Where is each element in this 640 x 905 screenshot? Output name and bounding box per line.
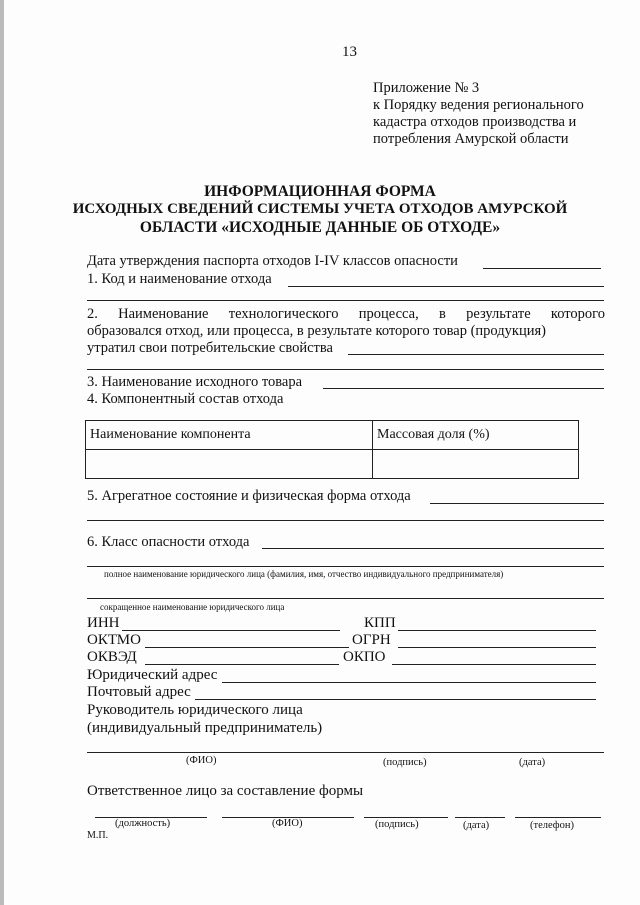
oktmo-field[interactable] <box>145 647 349 648</box>
composition-table <box>85 420 579 479</box>
responsible-signature-caption: (подпись) <box>375 819 419 830</box>
process-line-3: утратил свои потребительские свойства <box>87 340 333 356</box>
appendix-line-3: кадастра отходов производства и <box>373 114 577 130</box>
process-field-2[interactable] <box>87 369 604 370</box>
passport-date-label: Дата утверждения паспорта отходов I-IV классов опасности <box>87 253 458 269</box>
aggregate-state-label: 5. Агрегатное состояние и физическая форма отхода <box>87 488 411 504</box>
title-line-1: ИНФОРМАЦИОННАЯ ФОРМА <box>204 183 436 200</box>
responsible-phone-caption: (телефон) <box>530 820 574 831</box>
ogrn-label: ОГРН <box>352 632 391 648</box>
head-signature-caption: (подпись) <box>383 757 427 768</box>
composition-label: 4. Компонентный состав отхода <box>87 391 284 407</box>
responsible-date-caption: (дата) <box>463 820 490 831</box>
process-line-2: образовался отход, или процесса, в результате которого товар (продукция) <box>87 323 546 339</box>
appendix-line-4: потребления Амурской области <box>373 131 569 147</box>
source-product-label: 3. Наименование исходного товара <box>87 374 303 390</box>
responsible-signature-field[interactable] <box>364 817 448 818</box>
source-product-field[interactable] <box>323 388 604 389</box>
table-header-mass-share: Массовая доля (%) <box>373 421 579 450</box>
waste-code-field[interactable] <box>288 286 604 287</box>
table-header-row <box>86 421 579 450</box>
table-header-component: Наименование компонента <box>86 421 373 450</box>
head-signature-line[interactable] <box>87 752 604 753</box>
table-cell-component[interactable] <box>86 450 373 479</box>
responsible-fio-caption: (ФИО) <box>272 818 303 829</box>
passport-date-field[interactable] <box>483 268 601 269</box>
full-name-field[interactable] <box>87 566 604 567</box>
appendix-line-1: Приложение № 3 <box>373 80 480 96</box>
hazard-class-field[interactable] <box>262 548 604 549</box>
short-name-field[interactable] <box>87 598 604 599</box>
ogrn-field[interactable] <box>398 647 596 648</box>
table-row <box>86 450 579 479</box>
scan-edge <box>0 0 4 905</box>
full-name-caption: полное наименование юридического лица (фамилия, имя, отчество индивидуального предпринимателя) <box>104 569 504 579</box>
legal-address-label: Юридический адрес <box>87 667 218 683</box>
inn-label: ИНН <box>87 615 120 631</box>
waste-code-label: 1. Код и наименование отхода <box>87 271 272 287</box>
responsible-date-field[interactable] <box>455 817 505 818</box>
oktmo-label: ОКТМО <box>87 632 141 648</box>
stamp-label: М.П. <box>87 830 109 841</box>
kpp-field[interactable] <box>398 630 596 631</box>
postal-address-label: Почтовый адрес <box>87 684 191 700</box>
hazard-class-label: 6. Класс опасности отхода <box>87 534 250 550</box>
head-label-line-1: Руководитель юридического лица <box>87 702 303 718</box>
responsible-phone-field[interactable] <box>515 817 601 818</box>
kpp-label: КПП <box>364 615 396 631</box>
title-line-3: ОБЛАСТИ «ИСХОДНЫЕ ДАННЫЕ ОБ ОТХОДЕ» <box>139 219 501 236</box>
aggregate-state-field-2[interactable] <box>87 520 604 521</box>
appendix-line-2: к Порядку ведения регионального <box>373 97 584 113</box>
short-name-caption: сокращенное наименование юридического лица <box>100 602 285 612</box>
legal-address-field[interactable] <box>222 682 596 683</box>
head-label-line-2: (индивидуальный предприниматель) <box>87 720 323 736</box>
waste-code-field-2[interactable] <box>87 300 604 301</box>
inn-field[interactable] <box>122 630 340 631</box>
okpo-label: ОКПО <box>343 649 386 665</box>
title-line-2: ИСХОДНЫХ СВЕДЕНИЙ СИСТЕМЫ УЧЕТА ОТХОДОВ АМУРСКОЙ <box>72 201 568 217</box>
okved-field[interactable] <box>145 664 339 665</box>
okpo-field[interactable] <box>392 664 596 665</box>
head-date-caption: (дата) <box>519 757 546 768</box>
responsible-position-caption: (должность) <box>115 818 171 829</box>
process-line-1: 2. Наименование технологического процесса, в результате которого <box>87 306 605 322</box>
postal-address-field[interactable] <box>195 699 596 700</box>
responsible-label: Ответственное лицо за составление формы <box>87 783 364 799</box>
page-number: 13 <box>342 44 357 60</box>
okved-label: ОКВЭД <box>87 649 137 665</box>
aggregate-state-field[interactable] <box>430 503 604 504</box>
head-fio-caption: (ФИО) <box>186 755 217 766</box>
table-cell-mass-share[interactable] <box>373 450 579 479</box>
process-field[interactable] <box>348 354 604 355</box>
